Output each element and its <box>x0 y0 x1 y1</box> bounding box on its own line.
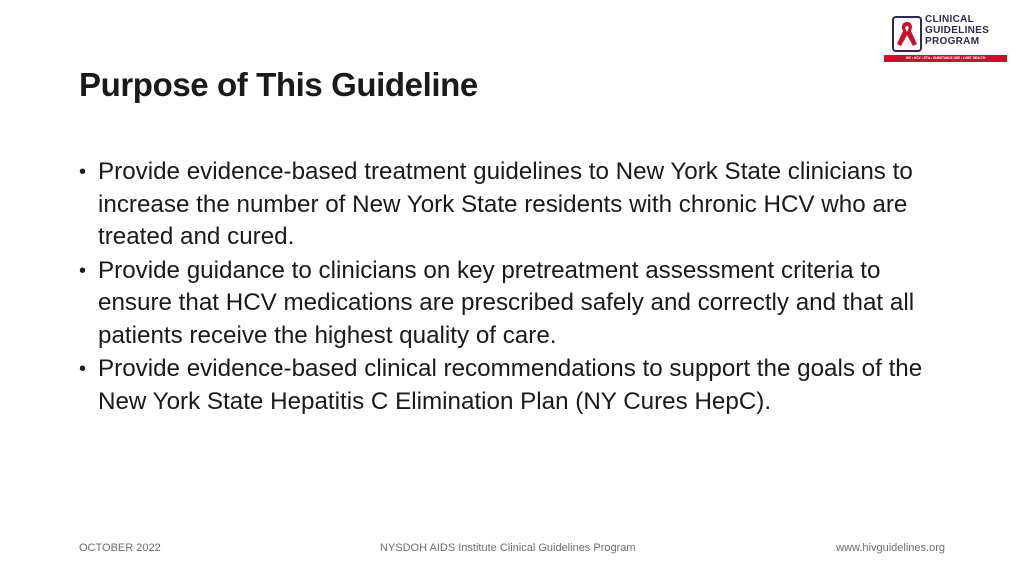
bullet-text: Provide evidence-based clinical recommendations to support the goals of the New York State Hepatitis C Elimination Plan (NY Cures HepC). <box>98 355 923 415</box>
logo-line-2: GUIDELINES <box>925 25 990 36</box>
logo-wordmark <box>925 14 989 47</box>
slide-title: Purpose of This Guideline <box>79 66 478 103</box>
logo-line-1: CLINICAL <box>925 14 975 25</box>
bullet-item <box>79 255 939 353</box>
bullet-dot-icon: • <box>79 161 87 183</box>
bullet-text: Provide evidence-based treatment guidelines to New York State clinicians to increase the number of New York State residents with chronic HCV who are treated and cured. <box>98 158 913 250</box>
logo-tagline-strip: HIV • HCV • STIs • SUBSTANCE USE • LGBT HEALTH <box>884 55 1007 62</box>
bullet-text: Provide guidance to clinicians on key pretreatment assessment criteria to ensure that HCV medications are prescribed safely and correctly and that all patients receive the highest quality of care. <box>98 256 915 349</box>
footer-date: OCTOBER 2022 <box>79 542 161 554</box>
bullet-item <box>79 353 939 418</box>
bullet-dot-icon: • <box>79 259 87 282</box>
footer-organization: NYSDOH AIDS Institute Clinical Guidelines Program <box>380 542 636 554</box>
clinical-guidelines-program-logo <box>884 12 1008 64</box>
bullet-dot-icon: • <box>79 358 87 380</box>
footer-url: www.hivguidelines.org <box>836 542 945 554</box>
red-ribbon-icon <box>892 16 922 52</box>
logo-line-3: PROGRAM <box>925 36 980 47</box>
bullet-list <box>79 156 939 419</box>
bullet-item <box>79 156 939 254</box>
